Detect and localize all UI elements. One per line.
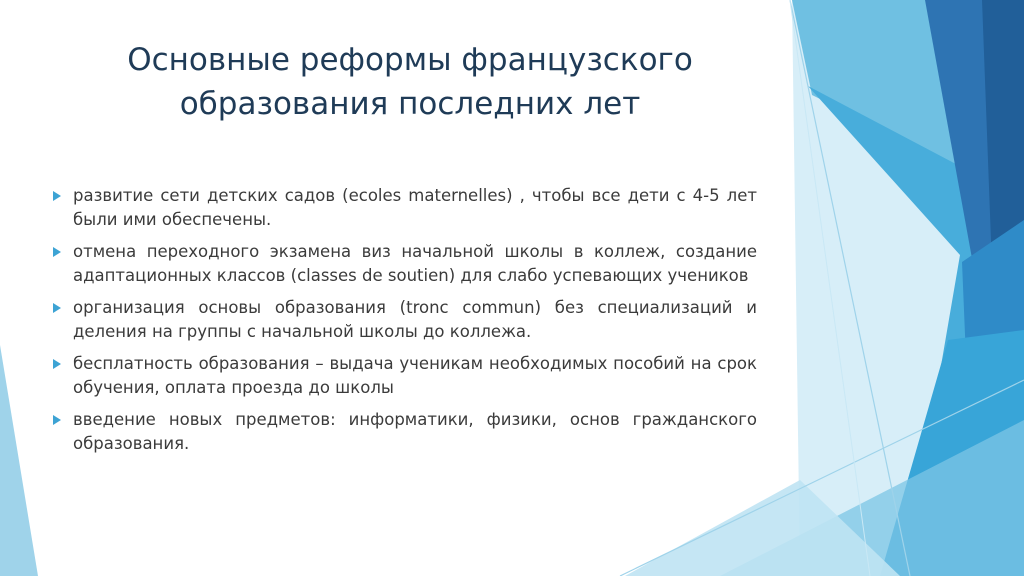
- slide-title-line-2: образования последних лет: [179, 86, 641, 122]
- bullet-text: бесплатность образования – выдача ученикам необходимых пособий на срок обучения, оплата проезда до школы: [73, 354, 757, 397]
- bullet-text: организация основы образования (tronc commun) без специализаций и деления на группы с начальной школы до коллежа.: [73, 298, 757, 341]
- slide-title: [90, 38, 730, 126]
- triangle-bullet-icon: [53, 303, 61, 313]
- bullet-item: [52, 408, 757, 456]
- bullet-item: [52, 296, 757, 344]
- bullet-text: развитие сети детских садов (ecoles maternelles) , чтобы все дети с 4-5 лет были ими обеспечены.: [73, 186, 757, 229]
- triangle-bullet-icon: [53, 359, 61, 369]
- bullet-item: [52, 352, 757, 400]
- triangle-bullet-icon: [53, 247, 61, 257]
- slide-title-line-1: Основные реформы французского: [127, 42, 693, 78]
- left-light-shape: [0, 345, 38, 576]
- bullet-list: [52, 184, 757, 464]
- bullet-text: введение новых предметов: информатики, физики, основ гражданского образования.: [73, 410, 757, 453]
- bullet-item: [52, 240, 757, 288]
- bullet-item: [52, 184, 757, 232]
- bullet-text: отмена переходного экзамена виз начальной школы в коллеж, создание адаптационных классов (classes de soutien) для слабо успевающих учеников: [73, 242, 757, 285]
- triangle-bullet-icon: [53, 191, 61, 201]
- triangle-bullet-icon: [53, 415, 61, 425]
